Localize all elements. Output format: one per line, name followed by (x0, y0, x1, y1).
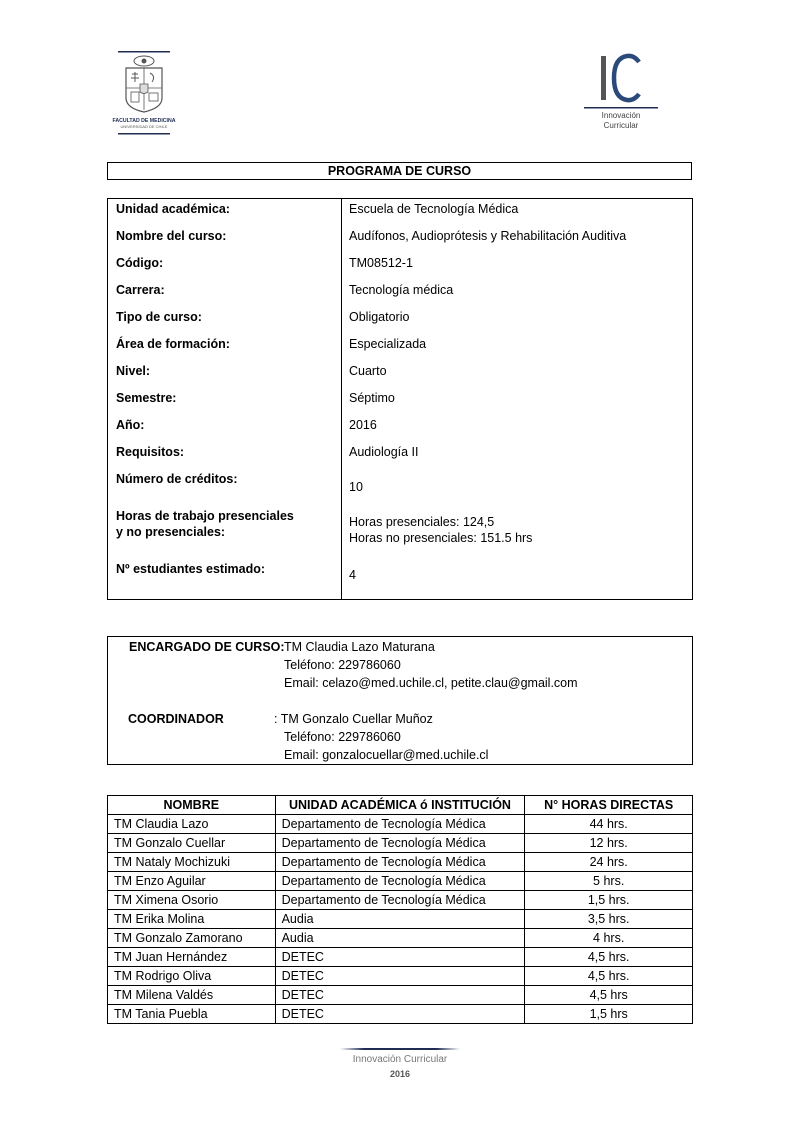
value-area-formacion: Especializada (349, 337, 427, 351)
value-nombre-curso: Audífonos, Audioprótesis y Rehabilitación Auditiva (349, 229, 627, 243)
svg-text:Innovación: Innovación (601, 111, 641, 120)
encargado-label: ENCARGADO DE CURSO: (129, 640, 285, 654)
value-tipo-curso: Obligatorio (349, 310, 410, 324)
svg-text:UNIVERSIDAD DE CHILE: UNIVERSIDAD DE CHILE (120, 124, 168, 129)
label-requisitos: Requisitos: (116, 445, 185, 459)
table-row (108, 891, 693, 910)
encargado-email: Email: celazo@med.uchile.cl, petite.clau@gmail.com (284, 676, 578, 690)
cell-horas: 1,5 hrs (525, 1005, 693, 1024)
ic-logo-icon (584, 50, 658, 136)
table-row (108, 834, 693, 853)
university-crest-icon (112, 48, 176, 138)
cell-unidad: Audia (275, 910, 525, 929)
cell-nombre: TM Gonzalo Zamorano (108, 929, 276, 948)
cell-unidad: Audia (275, 929, 525, 948)
cell-unidad: DETEC (275, 967, 525, 986)
cell-horas: 1,5 hrs. (525, 891, 693, 910)
cell-unidad: DETEC (275, 986, 525, 1005)
label-ano: Año: (116, 418, 145, 432)
cell-unidad: Departamento de Tecnología Médica (275, 891, 525, 910)
table-row (108, 853, 693, 872)
table-row (108, 967, 693, 986)
footer-divider (340, 1048, 460, 1050)
encargado-phone: Teléfono: 229786060 (284, 658, 401, 672)
value-requisitos: Audiología II (349, 445, 419, 459)
cell-nombre: TM Juan Hernández (108, 948, 276, 967)
value-ano: 2016 (349, 418, 377, 432)
cell-horas: 44 hrs. (525, 815, 693, 834)
cell-unidad: Departamento de Tecnología Médica (275, 815, 525, 834)
label-semestre: Semestre: (116, 391, 177, 405)
value-semestre: Séptimo (349, 391, 395, 405)
cell-unidad: Departamento de Tecnología Médica (275, 872, 525, 891)
table-row (108, 872, 693, 891)
encargado-name: TM Claudia Lazo Maturana (284, 640, 435, 654)
header-horas: N° HORAS DIRECTAS (525, 796, 693, 815)
column-divider (341, 199, 342, 599)
header-unidad: UNIDAD ACADÉMICA ó INSTITUCIÓN (275, 796, 525, 815)
svg-text:FACULTAD DE MEDICINA: FACULTAD DE MEDICINA (112, 118, 176, 124)
table-row (108, 986, 693, 1005)
table-row (108, 1005, 693, 1024)
cell-horas: 12 hrs. (525, 834, 693, 853)
cell-nombre: TM Milena Valdés (108, 986, 276, 1005)
cell-unidad: DETEC (275, 1005, 525, 1024)
label-nivel: Nivel: (116, 364, 151, 378)
coordinador-name: : TM Gonzalo Cuellar Muñoz (274, 712, 433, 726)
label-numero-creditos: Número de créditos: (116, 472, 238, 486)
cell-nombre: TM Nataly Mochizuki (108, 853, 276, 872)
value-numero-creditos: 10 (349, 480, 363, 494)
cell-nombre: TM Claudia Lazo (108, 815, 276, 834)
value-estudiantes-estimado: 4 (349, 568, 356, 582)
value-carrera: Tecnología médica (349, 283, 454, 297)
cell-horas: 3,5 hrs. (525, 910, 693, 929)
coordinador-phone: Teléfono: 229786060 (284, 730, 401, 744)
cell-unidad: Departamento de Tecnología Médica (275, 853, 525, 872)
label-area-formacion: Área de formación: (116, 337, 230, 351)
cell-horas: 4,5 hrs. (525, 948, 693, 967)
svg-text:Curricular: Curricular (603, 121, 639, 130)
label-estudiantes-estimado: Nº estudiantes estimado: (116, 562, 266, 576)
innovacion-curricular-logo (584, 50, 658, 136)
value-horas-presenciales: Horas presenciales: 124,5 (349, 515, 495, 529)
label-unidad-academica: Unidad académica: (116, 202, 230, 216)
footer-year: 2016 (389, 1069, 411, 1079)
footer-brand: Innovación Curricular (352, 1054, 448, 1065)
label-horas-trabajo-line2: y no presenciales: (116, 525, 226, 539)
course-info-table (107, 198, 693, 600)
coordinador-label: COORDINADOR (128, 712, 224, 726)
table-header-row (108, 796, 693, 815)
cell-unidad: Departamento de Tecnología Médica (275, 834, 525, 853)
label-carrera: Carrera: (116, 283, 165, 297)
value-codigo: TM08512-1 (349, 256, 413, 270)
cell-nombre: TM Enzo Aguilar (108, 872, 276, 891)
value-nivel: Cuarto (349, 364, 387, 378)
cell-horas: 5 hrs. (525, 872, 693, 891)
header-nombre: NOMBRE (108, 796, 276, 815)
value-horas-no-presenciales: Horas no presenciales: 151.5 hrs (349, 531, 533, 545)
cell-nombre: TM Erika Molina (108, 910, 276, 929)
page-footer (330, 1048, 470, 1080)
cell-nombre: TM Gonzalo Cuellar (108, 834, 276, 853)
cell-unidad: DETEC (275, 948, 525, 967)
table-row (108, 815, 693, 834)
table-row (108, 948, 693, 967)
cell-horas: 4,5 hrs. (525, 967, 693, 986)
table-row (108, 910, 693, 929)
page-title: PROGRAMA DE CURSO (107, 162, 692, 180)
cell-nombre: TM Rodrigo Oliva (108, 967, 276, 986)
cell-nombre: TM Tania Puebla (108, 1005, 276, 1024)
cell-horas: 4,5 hrs (525, 986, 693, 1005)
coordinador-email: Email: gonzalocuellar@med.uchile.cl (284, 748, 489, 762)
cell-horas: 4 hrs. (525, 929, 693, 948)
facultad-medicina-logo (112, 48, 176, 138)
label-codigo: Código: (116, 256, 164, 270)
cell-nombre: TM Ximena Osorio (108, 891, 276, 910)
contacts-box (107, 636, 693, 765)
value-unidad-academica: Escuela de Tecnología Médica (349, 202, 519, 216)
cell-horas: 24 hrs. (525, 853, 693, 872)
label-nombre-curso: Nombre del curso: (116, 229, 227, 243)
label-horas-trabajo-line1: Horas de trabajo presenciales (116, 509, 294, 523)
staff-table (107, 795, 693, 1024)
table-row (108, 929, 693, 948)
label-tipo-curso: Tipo de curso: (116, 310, 202, 324)
